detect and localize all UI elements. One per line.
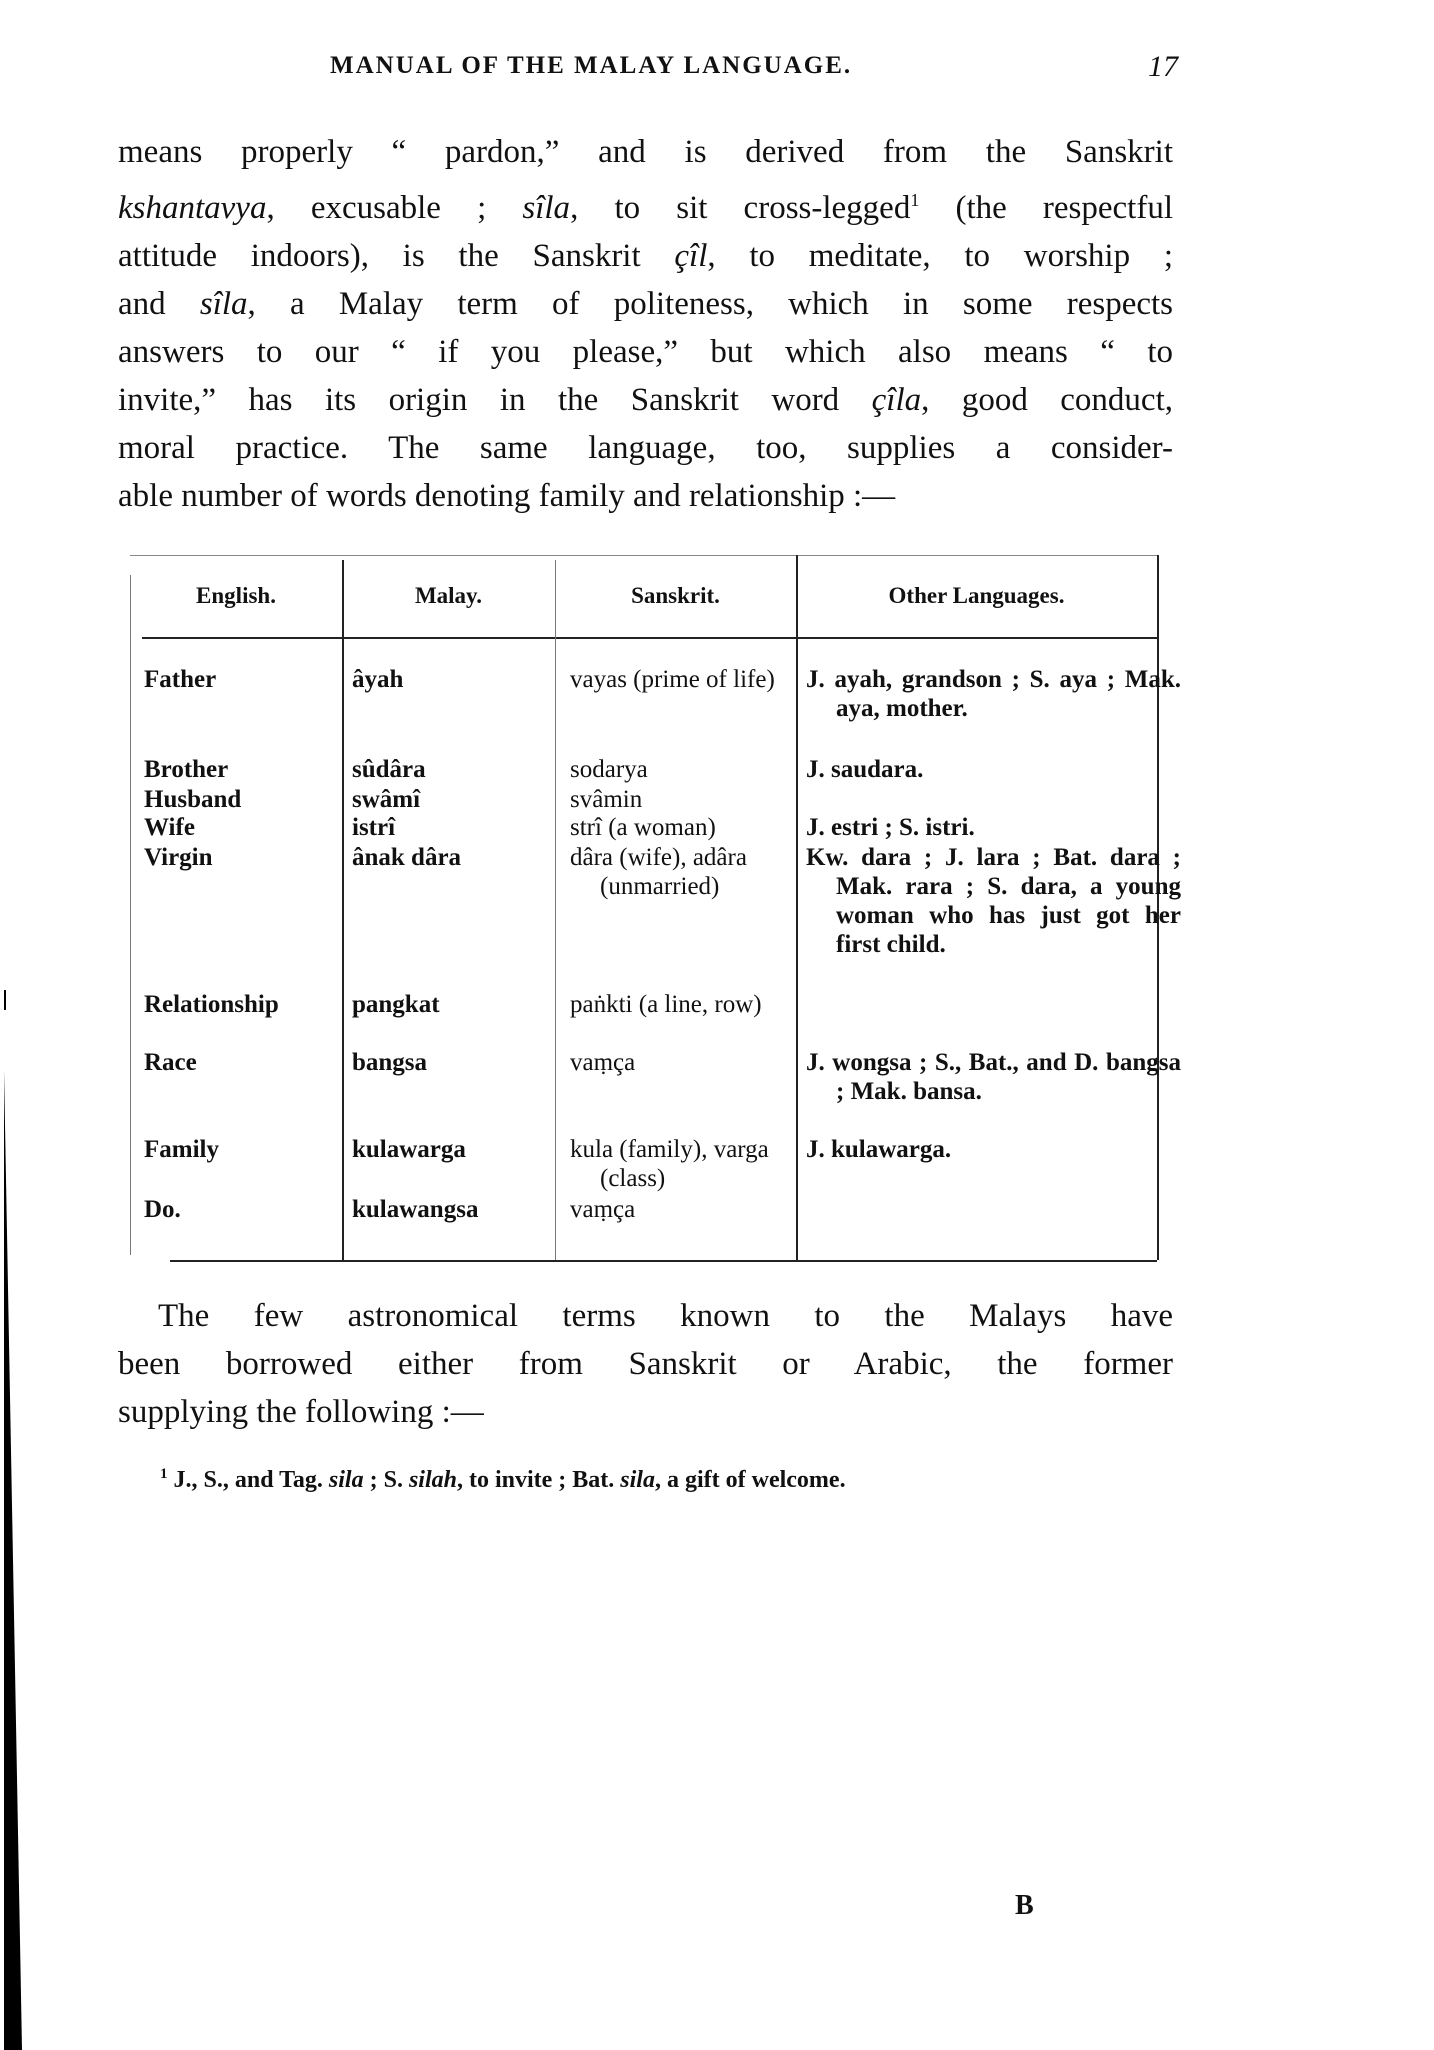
text-line: supplying the following :— [118,1394,484,1430]
italic-term: sila [620,1467,655,1493]
table-cell-sanskrit: strî (a woman) [570,814,716,841]
paragraph-1 [118,128,1173,520]
text: and [118,286,200,322]
column-header-other: Other Languages. [888,583,1065,608]
text: , to meditate, to worship ; [707,238,1174,274]
text: (the respectful [919,190,1173,226]
column-header-sanskrit: Sanskrit. [631,583,720,608]
table-cell-malay: kulawarga [352,1136,466,1163]
table-cell-malay: istrî [352,814,396,841]
running-header: MANUAL OF THE MALAY LANGUAGE. [330,52,853,79]
table-cell-sanskrit: vaṃça [570,1196,636,1223]
italic-term: kshantavya [118,190,267,226]
table-cell-other: J. saudara. [806,756,924,783]
table-cell-sanskrit: svâmin [570,786,643,813]
paragraph-2 [118,1292,1173,1436]
text-line [118,280,1173,328]
text: , a Malay term of politeness, which in some respects [247,286,1174,322]
table-cell-sanskrit: paṅkti (a line, row) [570,991,762,1018]
table-cell-english: Wife [144,814,195,841]
text-line [118,328,1173,376]
table-cell-english: Race [144,1049,197,1076]
table-cell-sanskrit: vaṃça [570,1049,636,1076]
text: , good conduct, [921,382,1173,418]
table-cell-english: Relationship [144,991,279,1018]
table-cell-malay: ânak dâra [352,844,462,871]
table-cell-other: J. estri ; S. istri. [806,814,975,841]
italic-term: sîla [522,190,571,226]
page-number: 17 [1148,50,1178,83]
text: means properly “ pardon,” and is derived from the Sanskrit [118,134,1173,170]
table-bottom-rule [170,1260,1157,1262]
table-cell-english: Father [144,666,217,693]
italic-term: çîla [871,382,922,418]
signature-mark: B [1015,1890,1034,1921]
table-cell-sanskrit: dâra (wife), adâra (unmarried) [570,844,747,900]
table-cell-other: J. ayah, grandson ; S. aya ; Mak. aya, mother. [806,666,1181,722]
text: attitude indoors), is the Sanskrit [118,238,675,274]
table-cell-malay: kulawangsa [352,1196,479,1223]
text-line [118,176,1173,232]
table-cell-sanskrit: kula (family), varga (class) [570,1136,769,1192]
text-line [118,128,1173,176]
table-cell-malay: âyah [352,666,404,693]
text-line [118,424,1173,472]
text-line [118,472,1173,520]
text: , to invite ; Bat. [456,1467,621,1493]
text-line [118,376,1173,424]
table-top-rule [130,555,1157,556]
table-cell-malay: pangkat [352,991,440,1018]
table-cell-malay: bangsa [352,1049,428,1076]
table-cell-sanskrit: vayas (prime of life) [570,666,775,693]
table-cell-english: Family [144,1136,219,1163]
italic-term: sila [328,1467,364,1493]
footnote-ref[interactable]: 1 [910,190,920,210]
table-cell-english: Virgin [144,844,213,871]
table-cell-other: Kw. dara ; J. lara ; Bat. dara ; Mak. rara ; S. dara, a young woman who has just got her first child. [806,844,1181,958]
scan-edge-mark [4,990,6,1010]
table-cell-english: Do. [144,1196,181,1223]
header-rule [142,637,1157,639]
text: answers to our “ if you please,” but which also means “ to [118,334,1173,370]
text: ; S. [363,1467,409,1493]
text: , excusable ; [266,190,523,226]
italic-term: sîla [199,286,248,322]
vocabulary-table [130,555,1181,1263]
scan-edge-shadow [4,1070,22,2050]
table-cell-other: J. wongsa ; S., Bat., and D. bangsa ; Mak. bansa. [806,1049,1181,1105]
text: , a gift of welcome. [654,1467,846,1493]
table-cell-sanskrit: sodarya [570,756,648,783]
footnote-marker: 1 [160,1466,168,1482]
text: able number of words denoting family and relationship :— [118,478,896,514]
italic-term: çîl [674,238,708,274]
text-line: The few astronomical terms known to the Malays have [158,1298,1173,1334]
text: J., S., and Tag. [173,1467,329,1493]
table-cell-malay: swâmî [352,786,421,813]
table-cell-english: Brother [144,756,229,783]
footnote [160,1466,846,1494]
text-line: been borrowed either from Sanskrit or Arabic, the former [118,1346,1173,1382]
table-left-rule [130,575,131,1255]
text: moral practice. The same language, too, supplies a consider- [118,430,1173,466]
text: invite,” has its origin in the Sanskrit word [118,382,872,418]
text: , to sit cross-legged [570,190,911,226]
table-cell-other: J. kulawarga. [806,1136,952,1163]
table-cell-english: Husband [144,786,242,813]
text-line [118,232,1173,280]
column-header-malay: Malay. [414,583,483,608]
column-header-english: English. [196,583,276,608]
table-cell-malay: sûdâra [352,756,426,783]
italic-term: silah [408,1467,457,1493]
